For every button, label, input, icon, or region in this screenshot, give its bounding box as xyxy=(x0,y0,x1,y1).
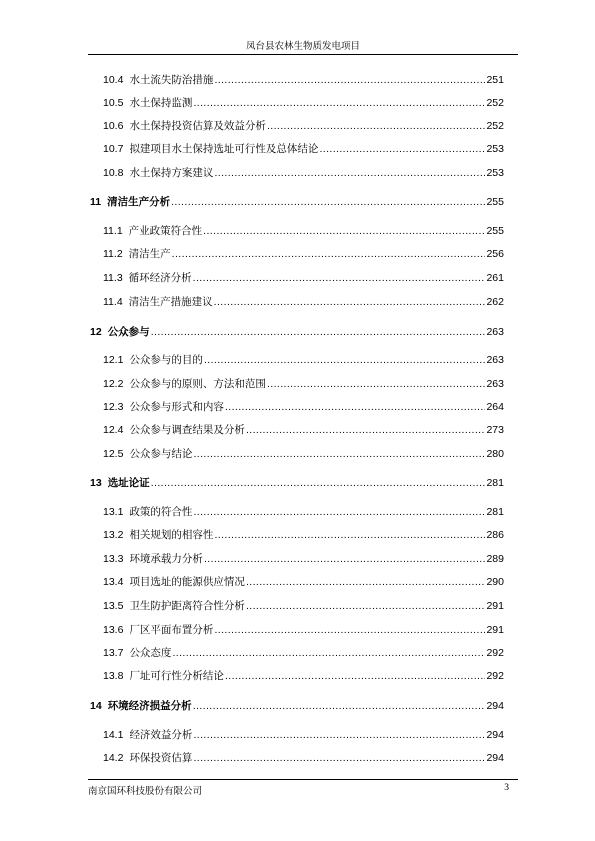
toc-entry-number: 11.3 xyxy=(103,272,123,284)
toc-dot-leader xyxy=(151,326,486,338)
toc-section-entry[interactable] xyxy=(103,223,504,239)
toc-section-entry[interactable] xyxy=(103,504,504,520)
toc-entry-page: 286 xyxy=(486,529,504,541)
toc-dot-leader xyxy=(214,167,485,179)
toc-entry-page: 252 xyxy=(486,97,504,109)
toc-entry-number: 14.1 xyxy=(103,729,124,741)
toc-section-entry[interactable] xyxy=(103,750,504,766)
toc-dot-leader xyxy=(193,272,486,284)
toc-dot-leader xyxy=(203,225,485,237)
toc-entry-title: 项目选址的能源供应情况 xyxy=(129,576,245,588)
toc-dot-leader xyxy=(246,424,486,436)
toc-entry-page: 291 xyxy=(486,624,504,636)
toc-entry-page: 281 xyxy=(486,477,504,489)
toc-entry-number: 13.7 xyxy=(103,647,124,659)
footer-page-number: 3 xyxy=(504,783,509,793)
toc-entry-title: 经济效益分析 xyxy=(129,729,193,741)
toc-entry-title: 卫生防护距离符合性分析 xyxy=(129,600,245,612)
toc-entry-number: 12.1 xyxy=(103,354,124,366)
page-header: 凤台县农林生物质发电项目 xyxy=(245,41,360,52)
toc-dot-leader xyxy=(171,196,485,208)
toc-entry-number: 12.4 xyxy=(103,424,124,436)
toc-chapter-entry[interactable] xyxy=(90,194,504,210)
toc-chapter-entry[interactable] xyxy=(90,324,504,340)
toc-entry-page: 263 xyxy=(486,326,504,338)
toc-entry-number: 13.6 xyxy=(103,624,124,636)
toc-entry-number: 10.6 xyxy=(103,120,124,132)
toc-entry-page: 291 xyxy=(486,600,504,612)
toc-section-entry[interactable] xyxy=(103,270,504,286)
toc-entry-page: 290 xyxy=(486,576,504,588)
toc-entry-title: 循环经济分析 xyxy=(128,272,192,284)
toc-entry-page: 264 xyxy=(486,401,504,413)
toc-entry-page: 261 xyxy=(486,272,504,284)
toc-dot-leader xyxy=(214,624,485,636)
toc-section-entry[interactable] xyxy=(103,72,504,88)
toc-entry-page: 253 xyxy=(486,143,504,155)
toc-dot-leader xyxy=(193,729,485,741)
toc-dot-leader xyxy=(204,354,486,366)
toc-entry-title: 公众态度 xyxy=(129,647,172,659)
toc-section-entry[interactable] xyxy=(103,527,504,543)
toc-entry-page: 289 xyxy=(486,553,504,565)
footer-company: 南京国环科技股份有限公司 xyxy=(88,786,203,797)
toc-dot-leader xyxy=(151,477,486,489)
toc-chapter-entry[interactable] xyxy=(90,475,504,491)
toc-section-entry[interactable] xyxy=(103,141,504,157)
toc-entry-title: 拟建项目水土保持选址可行性及总体结论 xyxy=(129,143,319,155)
toc-dot-leader xyxy=(246,600,486,612)
toc-entry-number: 13.4 xyxy=(103,576,124,588)
toc-dot-leader xyxy=(225,401,486,413)
toc-entry-title: 公众参与 xyxy=(107,326,150,338)
toc-dot-leader xyxy=(214,296,486,308)
toc-entry-page: 253 xyxy=(486,167,504,179)
toc-section-entry[interactable] xyxy=(103,645,504,661)
toc-entry-title: 产业政策符合性 xyxy=(128,225,203,237)
toc-entry-number: 10.4 xyxy=(103,74,124,86)
toc-entry-number: 13 xyxy=(90,477,102,489)
toc-entry-page: 281 xyxy=(486,506,504,518)
toc-entry-page: 263 xyxy=(486,378,504,390)
toc-entry-title: 公众参与的目的 xyxy=(129,354,203,366)
toc-entry-number: 11.1 xyxy=(103,225,123,237)
toc-dot-leader xyxy=(319,143,485,155)
toc-entry-page: 256 xyxy=(486,248,504,260)
toc-entry-title: 清洁生产分析 xyxy=(107,196,171,208)
toc-entry-title: 公众参与调查结果及分析 xyxy=(129,424,245,436)
toc-dot-leader xyxy=(193,700,486,712)
toc-entry-number: 10.7 xyxy=(103,143,124,155)
toc-section-entry[interactable] xyxy=(103,246,504,262)
toc-section-entry[interactable] xyxy=(103,622,504,638)
toc-dot-leader xyxy=(193,97,485,109)
toc-entry-number: 12 xyxy=(90,326,102,338)
toc-entry-page: 262 xyxy=(486,296,504,308)
toc-entry-page: 292 xyxy=(486,647,504,659)
toc-entry-title: 环保投资估算 xyxy=(129,752,193,764)
toc-entry-page: 251 xyxy=(486,74,504,86)
toc-entry-title: 公众参与结论 xyxy=(129,448,193,460)
toc-dot-leader xyxy=(193,752,485,764)
toc-entry-title: 清洁生产 xyxy=(128,248,171,260)
toc-entry-number: 10.5 xyxy=(103,97,124,109)
toc-entry-number: 14.2 xyxy=(103,752,124,764)
toc-entry-number: 13.8 xyxy=(103,670,124,682)
toc-section-entry[interactable] xyxy=(103,446,504,462)
toc-entry-number: 10.8 xyxy=(103,167,124,179)
toc-section-entry[interactable] xyxy=(103,376,504,392)
toc-section-entry[interactable] xyxy=(103,551,504,567)
toc-dot-leader xyxy=(267,120,486,132)
toc-section-entry[interactable] xyxy=(103,598,504,614)
toc-dot-leader xyxy=(214,529,485,541)
toc-entry-page: 255 xyxy=(486,196,504,208)
toc-entry-title: 厂址可行性分析结论 xyxy=(129,670,224,682)
toc-entry-number: 12.3 xyxy=(103,401,124,413)
toc-entry-title: 水土保持监测 xyxy=(129,97,193,109)
toc-entry-title: 公众参与形式和内容 xyxy=(129,401,224,413)
toc-entry-title: 相关规划的相容性 xyxy=(129,529,214,541)
toc-entry-title: 公众参与的原则、方法和范围 xyxy=(129,378,266,390)
toc-entry-title: 环境承载力分析 xyxy=(129,553,203,565)
toc-entry-number: 13.1 xyxy=(103,506,124,518)
toc-entry-number: 11 xyxy=(90,196,102,208)
toc-entry-title: 选址论证 xyxy=(107,477,150,489)
toc-entry-title: 环境经济损益分析 xyxy=(107,700,192,712)
toc-section-entry[interactable] xyxy=(103,165,504,181)
toc-entry-title: 水土保持方案建议 xyxy=(129,167,214,179)
toc-dot-leader xyxy=(193,448,485,460)
toc-section-entry[interactable] xyxy=(103,574,504,590)
header-rule xyxy=(88,54,518,55)
toc-entry-number: 12.2 xyxy=(103,378,124,390)
toc-chapter-entry[interactable] xyxy=(90,698,504,714)
toc-section-entry[interactable] xyxy=(103,727,504,743)
toc-entry-number: 11.4 xyxy=(103,296,123,308)
toc-entry-page: 252 xyxy=(486,120,504,132)
toc-entry-title: 清洁生产措施建议 xyxy=(128,296,213,308)
toc-entry-number: 11.2 xyxy=(103,248,123,260)
toc-entry-title: 政策的符合性 xyxy=(129,506,193,518)
toc-entry-title: 水土流失防治措施 xyxy=(129,74,214,86)
footer-rule xyxy=(88,779,518,780)
toc-dot-leader xyxy=(204,553,486,565)
toc-entry-title: 水土保持投资估算及效益分析 xyxy=(129,120,266,132)
toc-entry-number: 14 xyxy=(90,700,102,712)
toc-section-entry[interactable] xyxy=(103,399,504,415)
toc-section-entry[interactable] xyxy=(103,118,504,134)
toc-entry-page: 255 xyxy=(486,225,504,237)
toc-section-entry[interactable] xyxy=(103,294,504,310)
toc-dot-leader xyxy=(172,248,486,260)
toc-section-entry[interactable] xyxy=(103,352,504,368)
toc-dot-leader xyxy=(214,74,485,86)
toc-entry-page: 273 xyxy=(486,424,504,436)
toc-entry-page: 263 xyxy=(486,354,504,366)
toc-dot-leader xyxy=(246,576,486,588)
toc-entry-page: 292 xyxy=(486,670,504,682)
toc-entry-number: 13.5 xyxy=(103,600,124,612)
toc-entry-page: 294 xyxy=(486,729,504,741)
toc-entry-page: 294 xyxy=(486,700,504,712)
toc-entry-number: 13.2 xyxy=(103,529,124,541)
toc-dot-leader xyxy=(267,378,486,390)
toc-section-entry[interactable] xyxy=(103,668,504,684)
toc-entry-page: 280 xyxy=(486,448,504,460)
toc-section-entry[interactable] xyxy=(103,95,504,111)
toc-entry-page: 294 xyxy=(486,752,504,764)
toc-entry-number: 13.3 xyxy=(103,553,124,565)
toc-entry-number: 12.5 xyxy=(103,448,124,460)
toc-section-entry[interactable] xyxy=(103,422,504,438)
toc-dot-leader xyxy=(193,506,485,518)
toc-dot-leader xyxy=(172,647,485,659)
toc-dot-leader xyxy=(225,670,486,682)
toc-entry-title: 厂区平面布置分析 xyxy=(129,624,214,636)
